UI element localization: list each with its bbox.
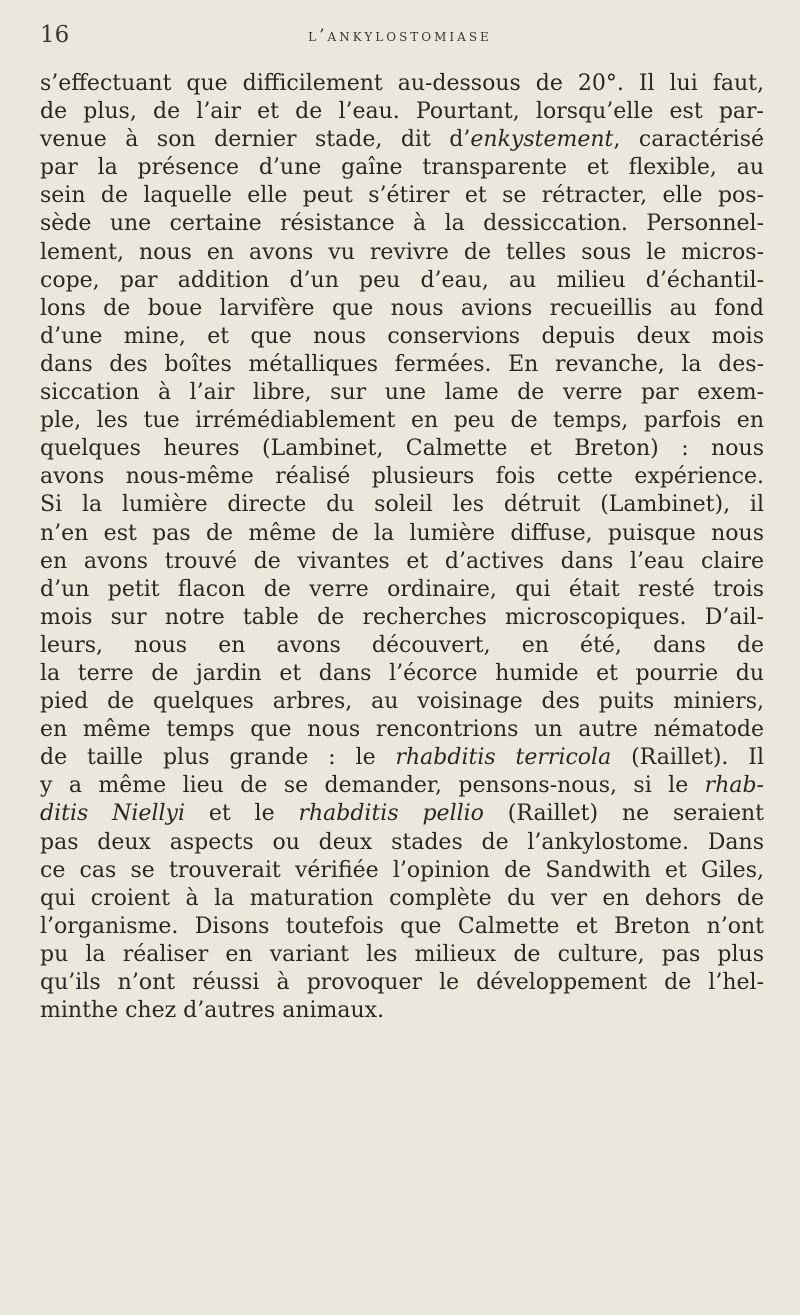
text-segment: dans des boîtes métalliques fermées. En revanche, la des- xyxy=(40,351,764,377)
text-segment: sède une certaine résistance à la dessiccation. Personnel- xyxy=(40,211,764,237)
text-line xyxy=(40,379,764,407)
text-line xyxy=(40,295,764,323)
text-line xyxy=(40,548,764,576)
text-segment: (Raillet). Il xyxy=(611,745,765,771)
italic-term: rhabditis pellio xyxy=(298,801,484,827)
text-segment: siccation à l’air libre, sur une lame de verre par exem- xyxy=(40,380,764,406)
text-line xyxy=(40,210,764,238)
text-line xyxy=(40,913,764,941)
text-segment: leurs, nous en avons découvert, en été, dans de xyxy=(40,632,764,658)
text-line xyxy=(40,772,764,800)
text-line xyxy=(40,463,764,491)
text-segment: mois sur notre table de recherches microscopiques. D’ail- xyxy=(40,604,764,630)
page-number: 16 xyxy=(40,22,70,48)
text-line xyxy=(40,716,764,744)
text-line xyxy=(40,660,764,688)
text-line xyxy=(40,98,764,126)
text-segment: (Raillet) ne seraient xyxy=(483,801,764,827)
text-segment: lons de boue larvifère que nous avions recueillis au fond xyxy=(40,295,764,321)
text-line xyxy=(40,182,764,210)
text-line xyxy=(40,435,764,463)
text-segment: cope, par addition d’un peu d’eau, au milieu d’échantil- xyxy=(40,267,764,293)
text-segment: pied de quelques arbres, au voisinage des puits miniers, xyxy=(40,689,764,715)
text-segment: qui croient à la maturation complète du ver en dehors de xyxy=(40,885,764,911)
text-segment: par la présence d’une gaîne transparente et flexible, au xyxy=(40,155,764,181)
text-segment: sein de laquelle elle peut s’étirer et se rétracter, elle pos- xyxy=(40,183,764,209)
text-segment: venue à son dernier stade, dit d’ xyxy=(40,127,471,153)
text-line xyxy=(40,800,764,828)
text-line xyxy=(40,520,764,548)
text-segment: , caractérisé xyxy=(613,127,765,153)
text-line xyxy=(40,744,764,772)
italic-term: rhab- xyxy=(704,773,764,799)
text-line xyxy=(40,997,764,1025)
text-segment: pu la réaliser en variant les milieux de culture, pas plus xyxy=(40,941,764,967)
text-segment: quelques heures (Lambinet, Calmette et Breton) : nous xyxy=(40,436,764,462)
italic-term: enkystement xyxy=(470,127,614,153)
text-segment: avons nous-même réalisé plusieurs fois cette expérience. xyxy=(40,464,764,490)
page-header xyxy=(40,22,760,52)
text-segment: d’un petit flacon de verre ordinaire, qui était resté trois xyxy=(40,576,764,602)
text-line xyxy=(40,576,764,604)
text-line xyxy=(40,154,764,182)
text-segment: lement, nous en avons vu revivre de telles sous le micros- xyxy=(40,239,764,265)
text-segment: en avons trouvé de vivantes et d’actives dans l’eau claire xyxy=(40,548,764,574)
text-segment: ce cas se trouverait vérifiée l’opinion de Sandwith et Giles, xyxy=(40,857,764,883)
text-line xyxy=(40,969,764,997)
text-line xyxy=(40,632,764,660)
text-line xyxy=(40,829,764,857)
text-line xyxy=(40,604,764,632)
text-segment: en même temps que nous rencontrions un autre nématode xyxy=(40,717,764,743)
text-segment: ple, les tue irrémédiablement en peu de temps, parfois en xyxy=(40,408,764,434)
text-line xyxy=(40,407,764,435)
text-line xyxy=(40,491,764,519)
text-line xyxy=(40,857,764,885)
text-line xyxy=(40,941,764,969)
text-segment: d’une mine, et que nous conservions depuis deux mois xyxy=(40,323,764,349)
italic-term: rhabditis terricola xyxy=(395,745,612,771)
text-line xyxy=(40,267,764,295)
text-line xyxy=(40,239,764,267)
text-segment: de plus, de l’air et de l’eau. Pourtant, lorsqu’elle est par- xyxy=(40,99,764,125)
text-segment: minthe chez d’autres animaux. xyxy=(40,998,385,1024)
text-segment: pas deux aspects ou deux stades de l’ankylostome. Dans xyxy=(40,829,764,855)
text-segment: s’effectuant que difficilement au-dessous de 20°. Il lui faut, xyxy=(40,71,764,96)
text-line xyxy=(40,688,764,716)
text-line xyxy=(40,323,764,351)
text-line xyxy=(40,351,764,379)
text-line xyxy=(40,885,764,913)
text-segment: l’organisme. Disons toutefois que Calmette et Breton n’ont xyxy=(40,913,764,939)
text-segment: et le xyxy=(184,801,299,827)
text-segment: Si la lumière directe du soleil les détruit (Lambinet), il xyxy=(40,492,764,518)
text-segment: de taille plus grande : le xyxy=(40,745,396,771)
text-line xyxy=(40,70,764,98)
text-segment: la terre de jardin et dans l’écorce humide et pourrie du xyxy=(40,660,764,686)
running-title: l’ankylostomiase xyxy=(308,26,492,46)
text-segment: qu’ils n’ont réussi à provoquer le développement de l’hel- xyxy=(40,970,764,995)
text-line xyxy=(40,126,764,154)
italic-term: ditis Niellyi xyxy=(40,801,185,827)
text-segment: n’en est pas de même de la lumière diffuse, puisque nous xyxy=(40,520,764,546)
body-text xyxy=(40,70,764,1025)
text-segment: y a même lieu de se demander, pensons-nous, si le xyxy=(40,773,705,799)
